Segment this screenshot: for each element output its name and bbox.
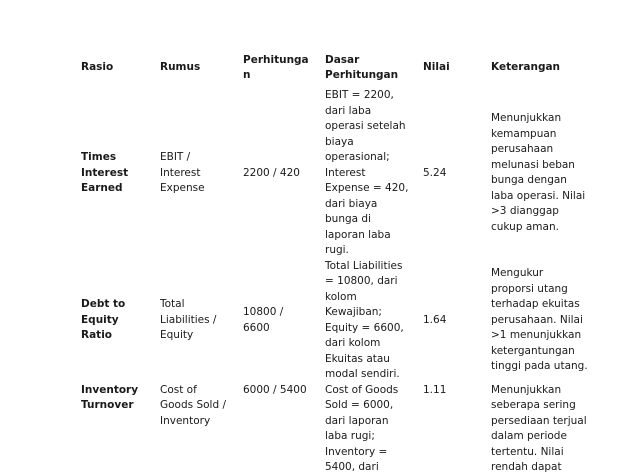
table-header-row — [75, 48, 595, 88]
cell-perhitungan: 10800 / 6600 — [243, 306, 284, 334]
cell-rasio: Times Interest Earned — [81, 151, 129, 194]
cell-dasar: Total Liabilities = 10800, dari kolom Kewajiban; Equity = 6600, dari kolom Ekuitas atau modal sendiri. — [325, 259, 404, 380]
cell-rasio: Inventory Turnover — [81, 383, 139, 411]
cell-rumus: EBIT / Interest Expense — [160, 151, 205, 194]
header-rasio: Rasio — [81, 61, 114, 74]
cell-nilai: 1.11 — [423, 383, 447, 396]
cell-keterangan: Mengukur proporsi utang terhadap ekuitas perusahaan. Nilai >1 menunjukkan ketergantungan tinggi pada utang. — [491, 267, 588, 373]
header-dasar-perhitungan: Dasar Perhitungan — [325, 53, 399, 81]
header-rumus: Rumus — [160, 61, 201, 74]
header-nilai: Nilai — [423, 61, 450, 74]
header-perhitungan: Perhitungan — [243, 53, 309, 81]
cell-rasio: Debt to Equity Ratio — [81, 298, 126, 342]
cell-keterangan: Menunjukkan kemampuan perusahaan melunasi beban bunga dengan laba operasi. Nilai >3 dianggap cukup aman. — [491, 112, 586, 233]
ratio-table — [75, 48, 595, 476]
table-row — [75, 259, 595, 383]
table-row — [75, 383, 595, 476]
cell-keterangan: Menunjukkan seberapa sering persediaan terjual dalam periode tertentu. Nilai rendah dapat — [491, 383, 587, 473]
cell-dasar: Cost of Goods Sold = 6000, dari laporan laba rugi; Inventory = 5400, dari — [325, 383, 399, 473]
cell-perhitungan: 2200 / 420 — [243, 166, 300, 179]
cell-rumus: Cost of Goods Sold / Inventory — [160, 383, 227, 427]
cell-rumus: Total Liabilities / Equity — [160, 298, 217, 342]
cell-dasar: EBIT = 2200, dari laba operasi setelah biaya operasional; Interest Expense = 420, dari biaya bunga di laporan laba rugi. — [325, 89, 409, 256]
header-keterangan: Keterangan — [491, 61, 561, 74]
cell-nilai: 1.64 — [423, 313, 447, 326]
cell-perhitungan: 6000 / 5400 — [243, 383, 307, 396]
table-row — [75, 88, 595, 259]
cell-nilai: 5.24 — [423, 166, 447, 179]
